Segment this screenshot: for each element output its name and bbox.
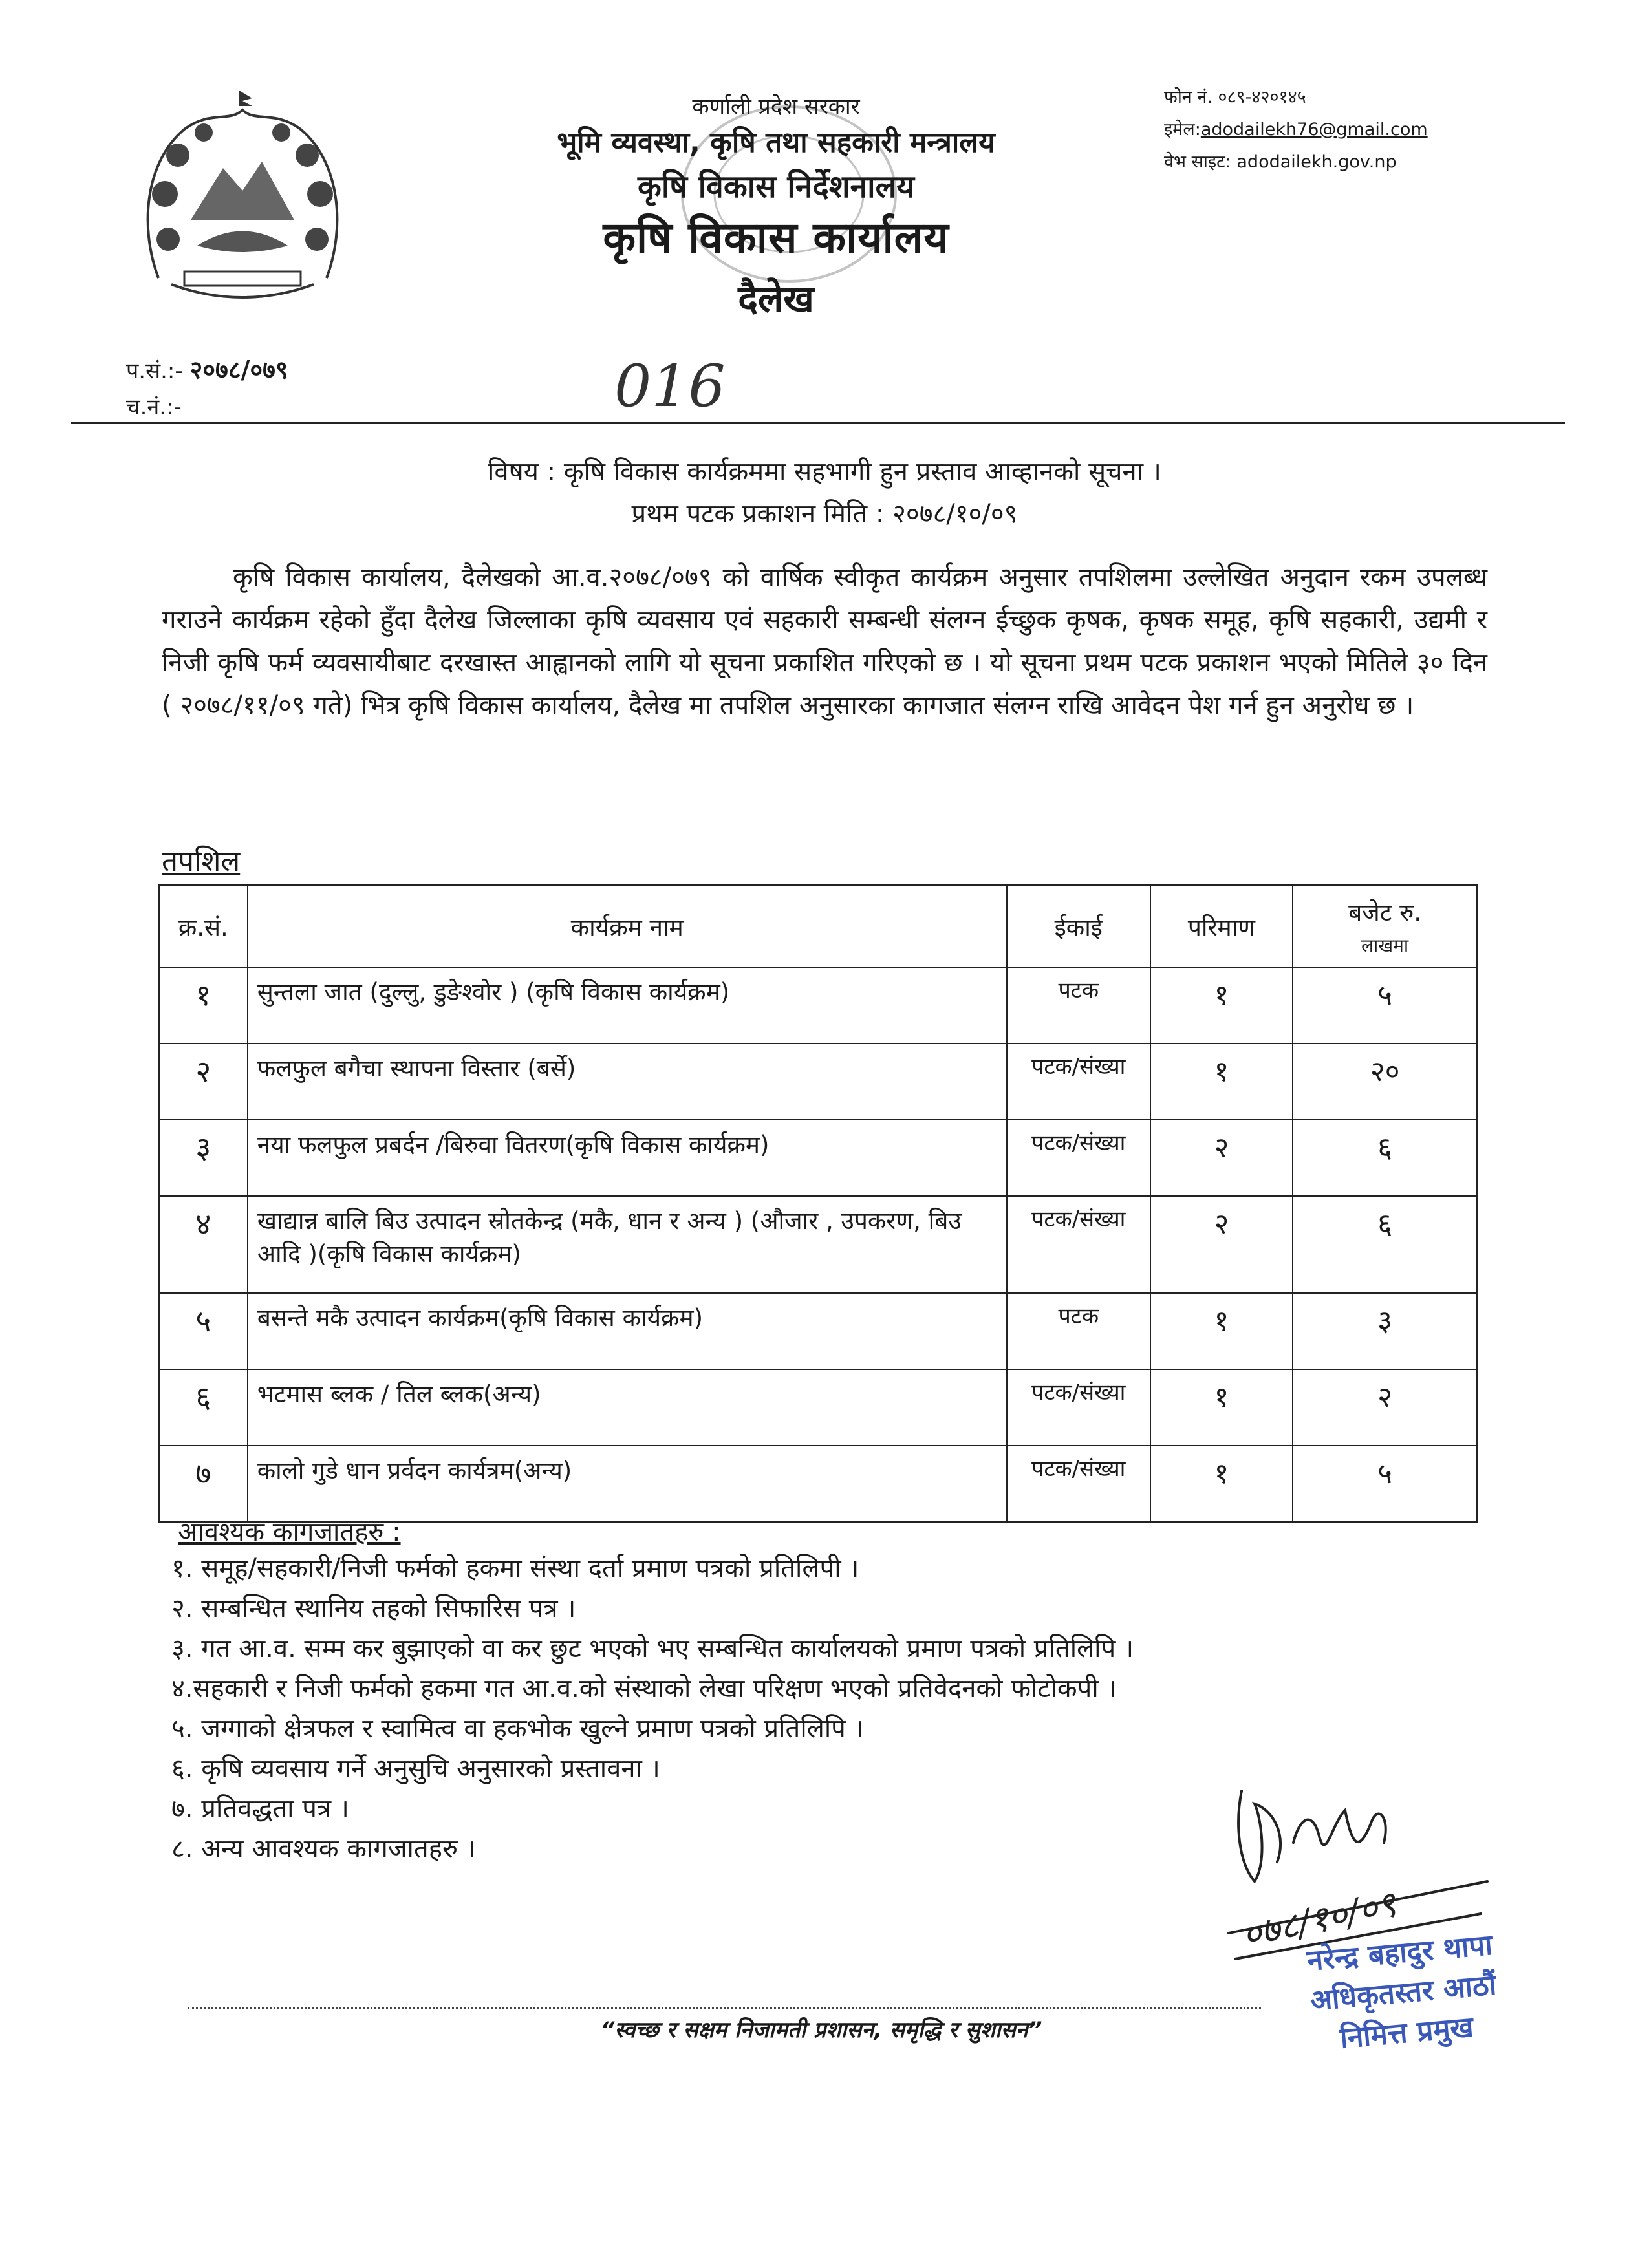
- row-budget: ३: [1293, 1293, 1477, 1369]
- row-sn: ३: [159, 1120, 248, 1196]
- table-row: [159, 1446, 1477, 1522]
- header-unit: ईकाई: [1007, 885, 1150, 967]
- row-name: भटमास ब्लक / तिल ब्लक(अन्य): [248, 1369, 1007, 1446]
- province-name: कर्णाली प्रदेश सरकार: [692, 94, 860, 120]
- header-sn: क्र.सं.: [159, 885, 248, 967]
- row-qty: १: [1150, 1369, 1293, 1446]
- row-unit: पटक/संख्या: [1007, 1043, 1150, 1120]
- required-documents-heading: आवश्यक कागजातहरु :: [178, 1517, 401, 1547]
- list-item: ६. कृषि व्यवसाय गर्ने अनुसुचि अनुसारको प्रस्तावना ।: [171, 1754, 660, 1784]
- stamp-name: नरेन्द्र बहादुर थापा: [1306, 1928, 1494, 1978]
- row-name: फलफुल बगैचा स्थापना विस्तार (बर्से): [248, 1043, 1007, 1120]
- row-name: सुन्तला जात (दुल्लु, डुङेश्वोर ) (कृषि विकास कार्यक्रम): [248, 967, 1007, 1043]
- cn-label: च.नं.:-: [126, 394, 182, 420]
- list-item: १. समूह/सहकारी/निजी फर्मको हकमा संस्था दर्ता प्रमाण पत्रको प्रतिलिपी ।: [171, 1554, 859, 1583]
- row-unit: पटक/संख्या: [1007, 1196, 1150, 1293]
- row-budget: २: [1293, 1369, 1477, 1446]
- ps-value: २०७८/०७९: [189, 356, 288, 384]
- row-name: नया फलफुल प्रबर्दन /बिरुवा वितरण(कृषि विकास कार्यक्रम): [248, 1120, 1007, 1196]
- table-row: [159, 1196, 1477, 1293]
- header-divider: [71, 422, 1565, 424]
- list-item: ७. प्रतिवद्धता पत्र ।: [171, 1794, 349, 1824]
- list-item: २. सम्बन्धित स्थानिय तहको सिफारिस पत्र ।: [171, 1594, 576, 1623]
- ps-label: प.सं.:-: [126, 358, 183, 384]
- contact-phone: [1164, 84, 1306, 108]
- phone-label: फोन नं.: [1164, 87, 1212, 107]
- table-row: [159, 1369, 1477, 1446]
- row-qty: २: [1150, 1120, 1293, 1196]
- row-qty: १: [1150, 967, 1293, 1043]
- row-sn: ६: [159, 1369, 248, 1446]
- footer-divider: [188, 2007, 1261, 2009]
- row-unit: पटक: [1007, 967, 1150, 1043]
- row-budget: ५: [1293, 1446, 1477, 1522]
- required-documents-list: [171, 1548, 1134, 1869]
- contact-web: [1164, 149, 1397, 173]
- row-unit: पटक: [1007, 1293, 1150, 1369]
- list-item: ३. गत आ.व. सम्म कर बुझाएको वा कर छुट भएको भए सम्बन्धित कार्यालयको प्रमाण पत्रको प्रतिलिपि ।: [171, 1634, 1134, 1664]
- nepal-emblem-icon: [133, 84, 352, 330]
- stamp-role: निमित्त प्रमुख: [1339, 2010, 1475, 2055]
- row-sn: २: [159, 1043, 248, 1120]
- schedule-heading: तपशिल: [162, 845, 241, 878]
- row-budget: ५: [1293, 967, 1477, 1043]
- email-value[interactable]: adodailekh76@gmail.com: [1200, 120, 1428, 140]
- contact-email: [1164, 116, 1428, 140]
- email-label: इमेल:: [1164, 120, 1201, 140]
- row-unit: पटक/संख्या: [1007, 1369, 1150, 1446]
- row-name: कालो गुडे धान प्रर्वदन कार्यत्रम(अन्य): [248, 1446, 1007, 1522]
- footer-motto: “स्वच्छ र सक्षम निजामती प्रशासन, समृद्धि र सुशासन”: [600, 2017, 1042, 2043]
- row-unit: पटक/संख्या: [1007, 1120, 1150, 1196]
- row-qty: १: [1150, 1293, 1293, 1369]
- notice-body: कृषि विकास कार्यालय, दैलेखको आ.व.२०७८/०७९ को वार्षिक स्वीकृत कार्यक्रम अनुसार तपशिलमा उल्लेखित अनुदान रकम उपलब्ध गराउने कार्यक्रम रहेको हुँदा दैलेख जिल्लाका कृषि व्यवसाय एवं सहकारी सम्बन्धी संलग्न ईच्छुक कृषक, कृषक समूह, कृषि सहकारी, उद्यमी र निजी कृषि फर्म व्यवसायीबाट दरखास्त आह्वानको लागि यो सूचना प्रकाशित गरिएको छ । यो सूचना प्रथम पटक प्रकाशन भएको मितिले ३० दिन ( २०७८/११/०९ गते) भित्र कृषि विकास कार्यालय, दैलेख मा तपशिल अनुसारका कागजात संलग्न राखि आवेदन पेश गर्न हुन अनुरोध छ ।: [162, 562, 1487, 720]
- list-item: ५. जग्गाको क्षेत्रफल र स्वामित्व वा हकभोक खुल्ने प्रमाण पत्रको प्रतिलिपि ।: [171, 1714, 864, 1744]
- header-budget: [1293, 885, 1477, 967]
- row-sn: ७: [159, 1446, 248, 1522]
- reference-ps: [126, 352, 288, 386]
- program-table: [158, 884, 1478, 1523]
- row-qty: १: [1150, 1043, 1293, 1120]
- row-qty: १: [1150, 1446, 1293, 1522]
- row-sn: ५: [159, 1293, 248, 1369]
- ministry-name: भूमि व्यवस्था, कृषि तथा सहकारी मन्त्रालय: [557, 126, 995, 159]
- row-qty: २: [1150, 1196, 1293, 1293]
- reference-cn: [126, 391, 182, 421]
- table-row: [159, 1120, 1477, 1196]
- stamp-rank: अधिकृतस्तर आठौं: [1309, 1968, 1498, 2018]
- table-row: [159, 967, 1477, 1043]
- row-sn: ४: [159, 1196, 248, 1293]
- web-label: वेभ साइट:: [1164, 152, 1231, 172]
- table-header-row: [159, 885, 1477, 967]
- directorate-name: कृषि विकास निर्देशनालय: [638, 169, 914, 205]
- header-quantity: परिमाण: [1150, 885, 1293, 967]
- table-row: [159, 1043, 1477, 1120]
- signature-date: ०७८/१०/०९: [1238, 1883, 1400, 1957]
- office-name: कृषि विकास कार्यालय: [603, 213, 949, 262]
- row-budget: ६: [1293, 1196, 1477, 1293]
- district-name: दैलेख: [738, 277, 814, 321]
- row-name: बसन्ते मकै उत्पादन कार्यक्रम(कृषि विकास कार्यक्रम): [248, 1293, 1007, 1369]
- header-budget-sub: लाखमा: [1361, 935, 1409, 956]
- header-budget-label: बजेट रु.: [1348, 899, 1422, 926]
- publication-date: प्रथम पटक प्रकाशन मिति : २०७८/१०/०९: [631, 499, 1018, 529]
- header-name: कार्यक्रम नाम: [248, 885, 1007, 967]
- row-sn: १: [159, 967, 248, 1043]
- handwritten-number: 016: [614, 352, 726, 420]
- row-name: खाद्यान्न बालि बिउ उत्पादन स्रोतकेन्द्र (मकै, धान र अन्य ) (औजार , उपकरण, बिउ आदि )(कृषि विकास कार्यक्रम): [248, 1196, 1007, 1293]
- row-unit: पटक/संख्या: [1007, 1446, 1150, 1522]
- phone-value: ०८९-४२०१४५: [1218, 87, 1306, 107]
- row-budget: ६: [1293, 1120, 1477, 1196]
- table-row: [159, 1293, 1477, 1369]
- notice-subject: विषय : कृषि विकास कार्यक्रममा सहभागी हुन प्रस्ताव आव्हानको सूचना ।: [488, 457, 1161, 487]
- list-item: ४.सहकारी र निजी फर्मको हकमा गत आ.व.को संस्थाको लेखा परिक्षण भएको प्रतिवेदनको फोटोकपी ।: [171, 1674, 1117, 1704]
- list-item: ८. अन्य आवश्यक कागजातहरु ।: [171, 1834, 476, 1864]
- web-value[interactable]: adodailekh.gov.np: [1236, 152, 1397, 172]
- row-budget: २०: [1293, 1043, 1477, 1120]
